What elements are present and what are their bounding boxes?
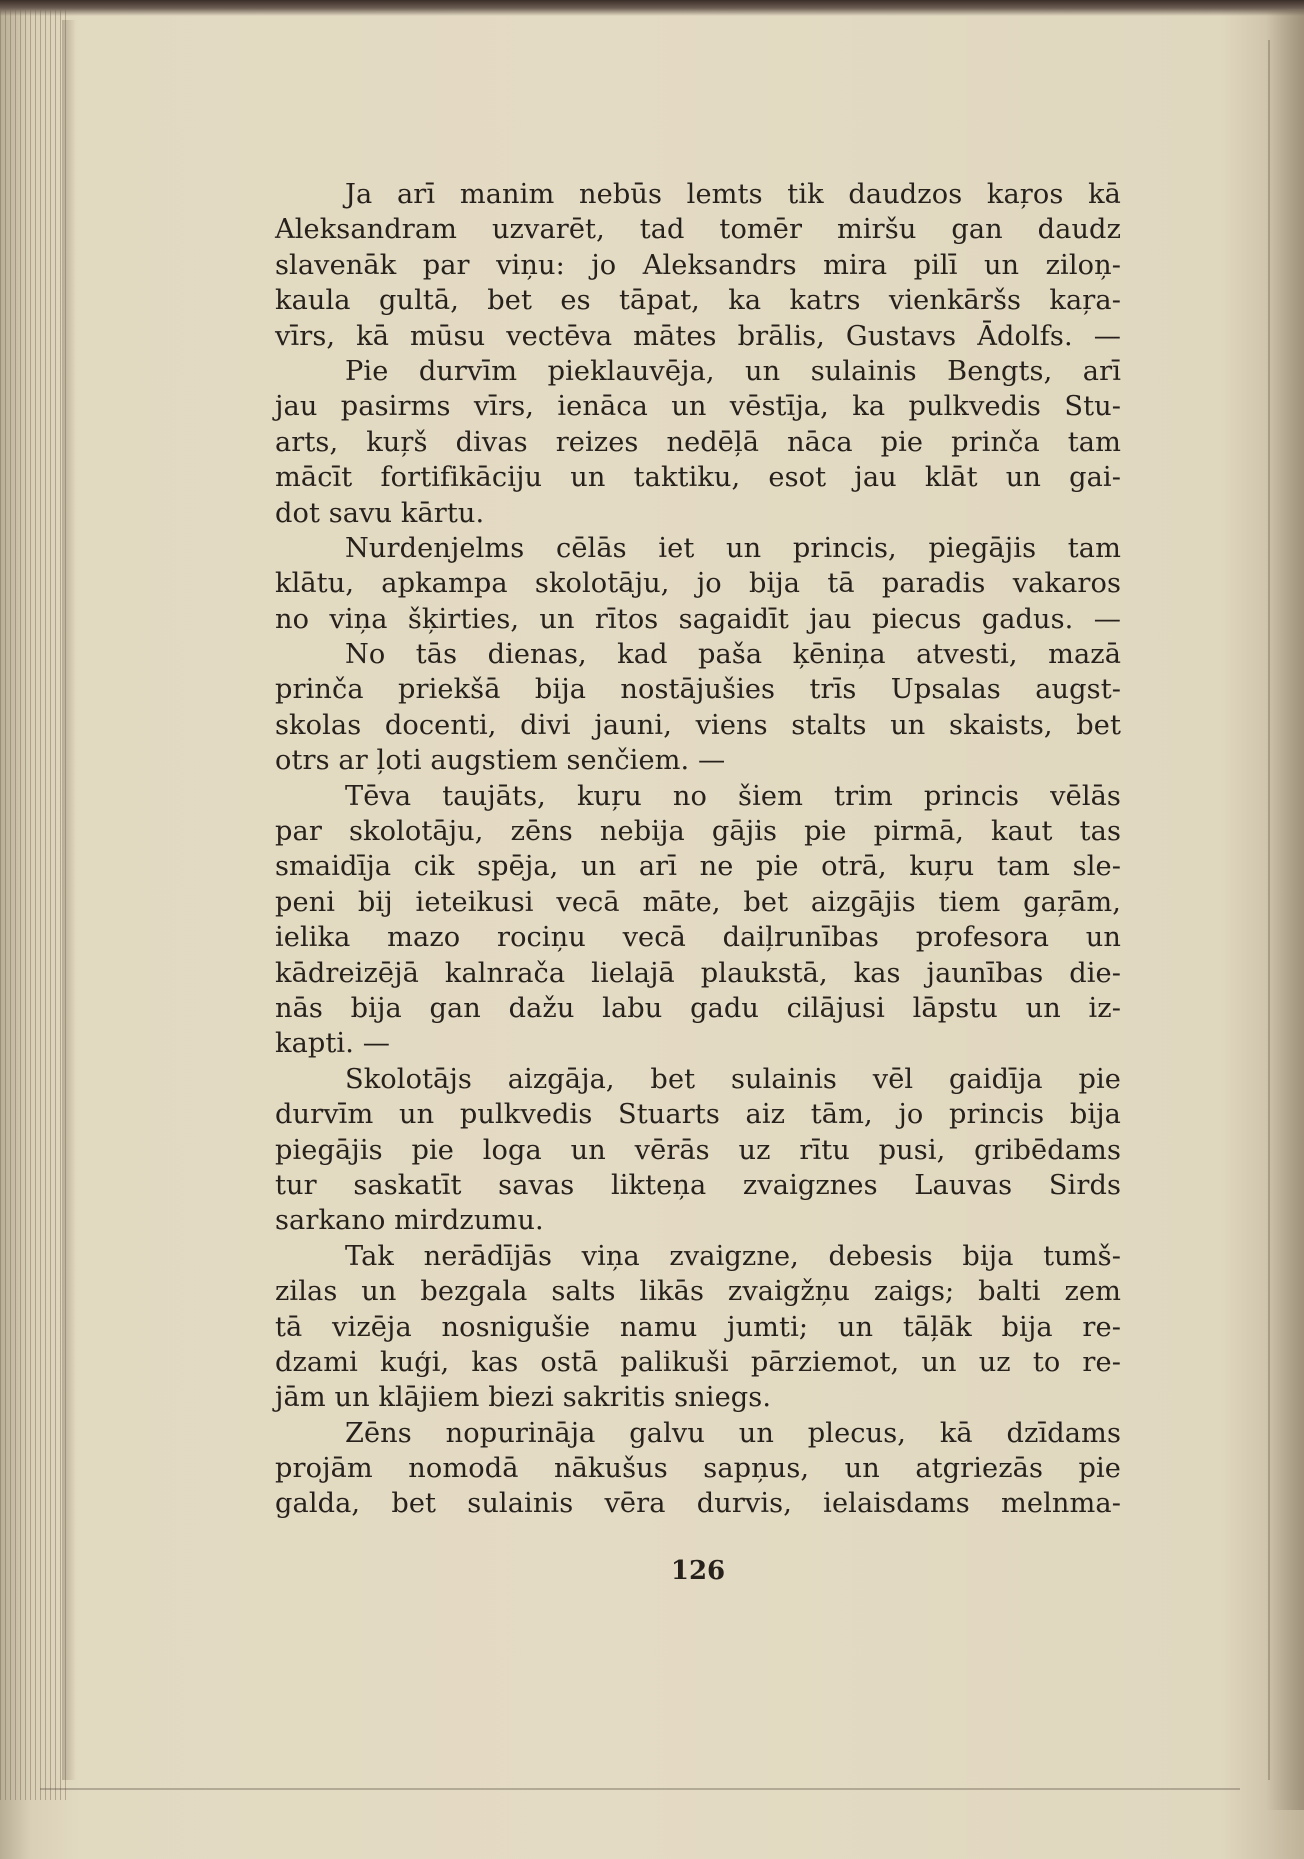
text-line: No tās dienas, kad paša ķēniņa atvesti, mazā [345,639,1121,671]
text-line: skolas docenti, divi jauni, viens stalts un skaists, bet [275,709,1121,741]
text-line: mācīt fortifikāciju un taktiku, esot jau klāt un gai- [275,462,1121,494]
text-line: tur saskatīt savas likteņa zvaigznes Lauvas Sirds [275,1169,1121,1201]
paragraph-7 [275,1239,1121,1416]
paragraph-6 [275,1062,1121,1239]
text-line: kapti. — [275,1028,390,1060]
page-stack-left [0,10,70,1800]
text-line: nās bija gan dažu labu gadu cilājusi lāpstu un iz- [275,992,1121,1024]
text-line: piegājis pie loga un vērās uz rītu pusi, gribēdams [275,1134,1121,1166]
text-line: prinča priekšā bija nostājušies trīs Upsalas augst- [275,674,1121,706]
text-line: Ja arī manim nebūs lemts tik daudzos kaŗos kā [345,179,1121,210]
text-line: dzami kuģi, kas ostā palikuši pārziemot, un uz to re- [275,1346,1121,1378]
right-edge-line [1268,40,1270,1780]
text-line: durvīm un pulkvedis Stuarts aiz tām, jo princis bija [275,1099,1121,1131]
paragraph-4 [275,637,1121,779]
bottom-edge-line [40,1788,1240,1790]
text-line: Tak nerādījās viņa zvaigzne, debesis bija tumš- [345,1240,1121,1272]
text-line: slavenāk par viņu: jo Aleksandrs mira pilī un ziloņ- [275,249,1121,281]
text-line: jau pasirms vīrs, ienāca un vēstīja, ka pulkvedis Stu- [275,391,1121,423]
text-line: Pie durvīm pieklauvēja, un sulainis Bengts, arī [345,355,1121,387]
text-line: tā vizēja nosnigušie namu jumti; un tāļāk bija re- [275,1311,1121,1343]
text-line: Tēva taujāts, kuŗu no šiem trim princis vēlās [345,780,1121,812]
text-line: arts, kuŗš divas reizes nedēļā nāca pie prinča tam [275,426,1121,458]
paragraph-3 [275,531,1121,637]
text-line: no viņa šķirties, un rītos sagaidīt jau piecus gadus. — [275,603,1121,635]
text-line: projām nomodā nākušus sapņus, un atgriezās pie [275,1453,1121,1485]
text-line: kaula gultā, bet es tāpat, ka katrs vienkāršs kaŗa- [275,285,1121,317]
right-gutter [1266,10,1304,1810]
text-line: peni bij ieteikusi vecā māte, bet aizgājis tiem gaŗām, [275,886,1121,918]
body-text [275,177,1121,1522]
text-line: jām un klājiem biezi sakritis sniegs. [275,1382,772,1414]
page-number: 126 [670,1556,726,1586]
text-line: par skolotāju, zēns nebija gājis pie pirmā, kaut tas [275,816,1121,848]
text-line: vīrs, kā mūsu vectēva mātes brālis, Gustavs Ādolfs. — [275,320,1121,352]
text-line: klātu, apkampa skolotāju, jo bija tā paradis vakaros [275,568,1121,600]
text-line: ielika mazo rociņu vecā daiļrunības profesora un [275,922,1121,954]
text-line: Skolotājs aizgāja, bet sulainis vēl gaidīja pie [345,1063,1121,1095]
text-line: smaidīja cik spēja, un arī ne pie otrā, kuŗu tam sle- [275,851,1121,883]
text-line: Nurdenjelms cēlās iet un princis, piegājis tam [345,532,1121,564]
binding-shadow [62,20,76,1780]
paragraph-5 [275,779,1121,1062]
text-line: sarkano mirdzumu. [275,1205,544,1237]
paragraph-8 [275,1416,1121,1522]
paragraph-1 [275,177,1121,354]
text-line: kādreizējā kalnrača lielajā plaukstā, kas jaunības die- [275,957,1121,989]
text-line: Zēns nopurināja galvu un plecus, kā dzīdams [345,1417,1121,1449]
text-line: otrs ar ļoti augstiem senčiem. — [275,745,726,777]
top-edge [0,0,1304,16]
text-line: dot savu kārtu. [275,497,485,529]
text-line: galda, bet sulainis vēra durvis, ielaisdams melnma- [275,1488,1121,1520]
text-line: zilas un bezgala salts likās zvaigžņu zaigs; balti zem [275,1276,1121,1308]
text-line: Aleksandram uzvarēt, tad tomēr miršu gan daudz [275,214,1121,246]
paragraph-2 [275,354,1121,531]
